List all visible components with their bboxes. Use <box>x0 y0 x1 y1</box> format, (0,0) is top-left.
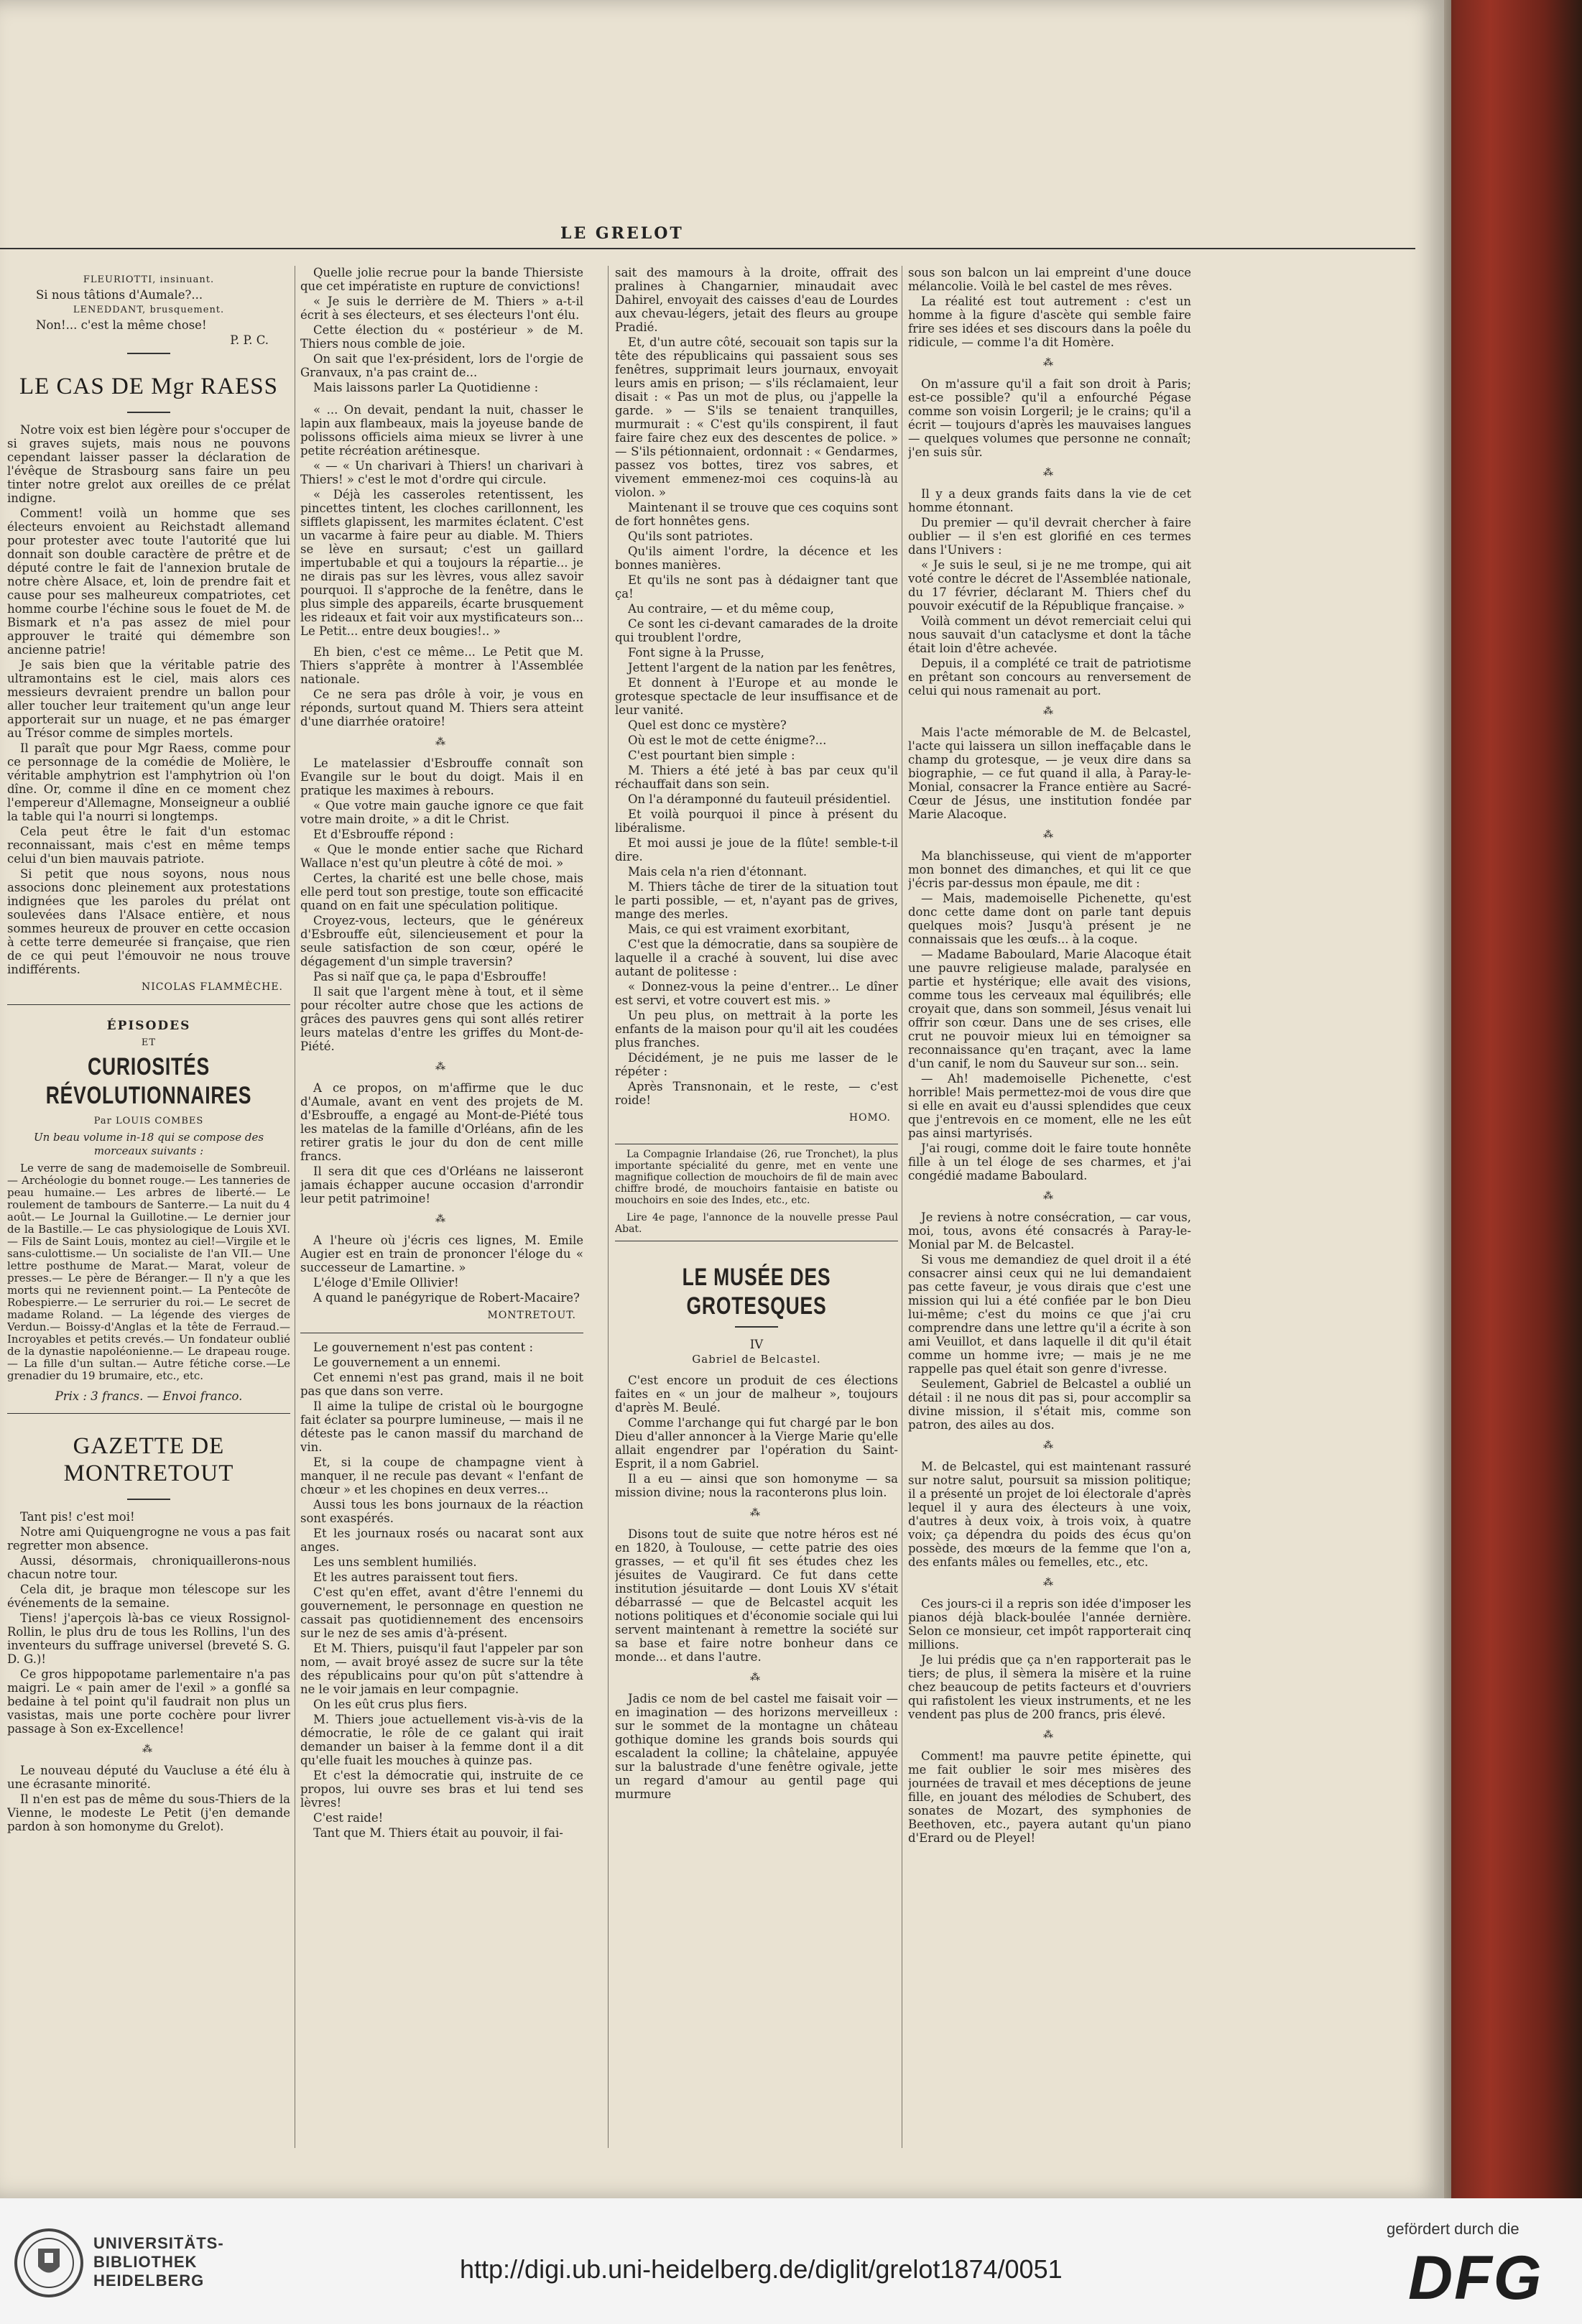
paragraph: Il aime la tulipe de cristal où le bourgogne fait éclater sa pourpre lumineuse, — mais il ne déteste pas le canon massif du marchand de vin. <box>300 1399 583 1454</box>
paragraph: A quand le panégyrique de Robert-Macaire? <box>313 1291 580 1305</box>
paragraph: Je sais bien que la véritable patrie des ultramontains est le ciel, mais alors ces messieurs devraient prendre un ballon pour aller toucher leur traitement qu'un ange leur apporterait sur un nuage, et ne pas émarger au Trésor comme de simples mortels. <box>7 658 290 740</box>
paragraph: Décidément, je ne puis me lasser de le répéter : <box>615 1051 898 1078</box>
paragraph: Maintenant il se trouve que ces coquins sont de fort honnêtes gens. <box>615 501 898 528</box>
digitized-page-link[interactable]: http://digi.ub.uni-heidelberg.de/diglit/grelot1874/0051 <box>460 2254 1063 2284</box>
section-kicker: ÉPISODES <box>106 1019 191 1033</box>
paragraph: Comment! voilà un homme que ses électeurs envoient au Reichstadt allemand pour protester avec toute l'autorité que lui donnait son double caractère de prêtre et de député contre le fait de l'annexion brutale de notre chère Alsace, et, loin de prendre fait et cause pour ses malheureux compatriotes, cet homme courbe l'échine sous le fouet de M. de Bismark et n'a pas assez de miel pour approuver le traité qui démembre son ancienne patrie! <box>7 506 290 657</box>
dialogue-line: Non!... c'est la même chose! <box>36 318 207 332</box>
paragraph: Eh bien, c'est ce même... Le Petit que M. Thiers s'apprête à montrer à l'Assemblée nationale. <box>300 645 583 686</box>
paragraph: Mais, ce qui est vraiment exorbitant, <box>628 922 850 936</box>
paragraph: Le matelassier d'Esbrouffe connaît son Evangile sur le bout du doigt. Mais il en pratique les maximes à rebours. <box>300 756 583 797</box>
section-title: LE MUSÉE DES GROTESQUES <box>682 1264 831 1320</box>
paragraph: Comme l'archange qui fut chargé par le bon Dieu d'aller annoncer à la Vierge Marie qu'elle allait engendrer par l'opération du Saint-Esprit, il a nom Gabriel. <box>615 1416 898 1471</box>
paragraph: Je reviens à notre consécration, — car vous, moi, tous, avons été consacrés à Paray-le-Monial par M. de Belcastel. <box>908 1210 1191 1251</box>
paragraph: Qu'ils sont patriotes. <box>628 529 754 543</box>
paragraph: A l'heure où j'écris ces lignes, M. Emile Augier est en train de prononcer l'éloge du « successeur de Lamartine. » <box>300 1233 583 1274</box>
paragraph: On m'assure qu'il a fait son droit à Paris; est-ce possible? qu'il a enfourché Pégase comme son voisin Lorgeril; je le crains; qu'il a écrit — toujours d'après les mauvaises langues — quelques volumes que personne ne connaît; j'en suis sûr. <box>908 377 1191 459</box>
paragraph: Ce sont les ci-devant camarades de la droite qui troublent l'ordre, <box>615 617 898 644</box>
library-name-line: UNIVERSITÄTS- <box>93 2234 224 2252</box>
paragraph: Je lui prédis que ça n'en rapporterait pas le tiers; de plus, il sèmera la misère et la ruine chez beaucoup de petits facteurs et d'ouvriers qui rafistolent les vieux instruments, et ne les vendent pas plus de 200 francs, pris élevé. <box>908 1653 1191 1721</box>
paragraph: Mais l'acte mémorable de M. de Belcastel, l'acte qui laissera un sillon ineffaçable dans le champ du grotesque, — je veux dire dans sa biographie, — ce fut quand il alla, à Paray-le-Monial, consacrer la France entière au Sacré-Cœur de Jésus, une institution fondée par Marie Alacoque. <box>908 726 1191 821</box>
ad-text: La Compagnie Irlandaise (26, rue Tronchet), la plus importante spécialité du genre, met en vente une magnifique collection de mouchoirs de fil de main avec chiffre brodé, de mouchoirs fantaisie en batiste ou mouchoirs en soie des Indes, etc., etc. <box>615 1149 898 1206</box>
paragraph: Et les journaux rosés ou nacarat sont aux anges. <box>300 1527 583 1554</box>
paragraph: Il y a deux grands faits dans la vie de cet homme étonnant. <box>908 487 1191 514</box>
paragraph: Ma blanchisseuse, qui vient de m'apporter mon bonnet des dimanches, et qui lit ce que j'écris par-dessus mon épaule, me dit : <box>908 849 1191 890</box>
section-kicker-et: ET <box>141 1037 157 1048</box>
paragraph: sait des mamours à la droite, offrait des pralines à Changarnier, minaudait avec Dahirel, envoyait des caisses d'eau de Lourdes aux chevau-légers, jetait des fleurs au groupe Pradié. <box>615 266 898 334</box>
paragraph: Il a eu — ainsi que son homonyme — sa mission divine; nous la raconterons plus loin. <box>615 1472 898 1499</box>
asterism: ⁂ <box>1043 467 1056 478</box>
paragraph: Et c'est la démocratie qui, instruite de ce propos, lui ouvre ses bras et lui tend ses lèvres! <box>300 1769 583 1810</box>
paragraph: Notre voix est bien légère pour s'occuper de si graves sujets, mais nous ne pouvons cependant laisser passer la déclaration de l'évêque de Strasbourg sans faire un peu tinter notre grelot aux oreilles de ce prélat indigne. <box>7 423 290 505</box>
paragraph: Tiens! j'aperçois là-bas ce vieux Rossignol-Rollin, le plus dru de tous les Rollins, l'un des inventeurs du suffrage universel (breveté S. G. D. G.)! <box>7 1611 290 1666</box>
article-subject: Gabriel de Belcastel. <box>692 1353 821 1366</box>
paragraph: Et qu'ils ne sont pas à dédaigner tant que ça! <box>615 573 898 601</box>
digitization-footer <box>0 2198 1582 2324</box>
paragraph: Ce ne sera pas drôle à voir, je vous en réponds, surtout quand M. Thiers sera atteint d'une diarrhée oratoire! <box>300 688 583 728</box>
asterism: ⁂ <box>1043 357 1056 369</box>
paragraph: Et donnent à l'Europe et au monde le grotesque spectacle de leur insuffisance et de leur vanité. <box>615 676 898 717</box>
paragraph: « Déjà les casseroles retentissent, les pincettes tintent, les cloches carillonnent, les sifflets glapissent, les marmites éclatent. C'est un vacarme à faire peur au diable. M. Thiers se lève en sursaut; c'est un gaillard impertubable et qui a toujours la répartie... je ne dirais pas sur les lèvres, vous allez savoir pourquoi. Il s'approche de la fenêtre, dans le plus simple des appareils, écarte brusquement les rideaux et fait voir aux mystificateurs son... Le Petit... entre deux bougies!.. » <box>300 488 583 638</box>
paragraph: Tant que M. Thiers était au pouvoir, il fai- <box>313 1826 563 1840</box>
paragraph: « — « Un charivari à Thiers! un charivari à Thiers! » c'est le mot d'ordre qui circule. <box>300 459 583 486</box>
paragraph: Le verre de sang de mademoiselle de Sombreuil.— Archéologie du bonnet rouge.— Les tanneries de peau humaine.— Les arbres de liberté.— Le roulement de tambours de Santerre.— La nuit du 4 août.— Le Journal la Guillotine.— Le dernier jour de la Bastille.— Le cas physiologique de Louis XVI.— Fils de Saint Louis, montez au ciel!—Virgile et le sans-culottisme.— Un socialiste de l'an VII.— Une lettre posthume de Marat.— Marat, voleur de presses.— Le père de Béranger.— Il n'y a que les morts qui ne reviennent point.— La Pentecôte de Robespierre.— Le serrurier du roi.— Le secret de madame Roland. — La légende des vierges de Verdun.— Boissy-d'Anglas et la tête de Ferraud.— Incroyables et petits crevés.— Un fondateur oublié de la dynastie napoléonienne.— Le drapeau rouge.— La fille d'un sultan.— Autre fétiche corse.—Le grenadier du 19 brumaire, etc., etc. <box>7 1162 290 1382</box>
paragraph: Comment! ma pauvre petite épinette, qui me fait oublier le soir mes misères des journées de travail et mes déceptions de jeune fille, en jouant des mélodies de Schubert, des sonates de Mozart, des symphonies de Beethoven, etc., payera autant qu'un piano d'Erard ou de Pleyel! <box>908 1749 1191 1845</box>
paragraph: Et, si la coupe de champagne vient à manquer, il ne recule pas devant « l'enfant de chœur » et les chopines en deux verres... <box>300 1455 583 1496</box>
paragraph: Certes, la charité est une belle chose, mais elle perd tout son prestige, toute son efficacité quand on en fait une spéculation politique. <box>300 871 583 912</box>
article-title: LE CAS DE Mgr RAESS <box>19 374 279 399</box>
paragraph: M. Thiers joue actuellement vis-à-vis de la démocratie, le rôle de ce galant qui irait demander un baiser à la femme dont il a dit qu'elle fuait les mouches à quinze pas. <box>300 1713 583 1767</box>
paragraph: Du premier — qu'il devrait chercher à faire oublier — il s'en est glorifié en ces termes dans l'Univers : <box>908 516 1191 557</box>
signature: P. P. C. <box>230 333 269 347</box>
masthead: LE GRELOT <box>560 224 684 243</box>
library-name-line: BIBLIOTHEK <box>93 2253 198 2271</box>
paragraph: C'est pourtant bien simple : <box>628 749 795 762</box>
paragraph: « ... On devait, pendant la nuit, chasser le lapin aux flambeaux, mais la joyeuse bande de polissons officiels aima mieux se livrer à une petite récréation arétinesque. <box>300 403 583 458</box>
paragraph: Le gouvernement a un ennemi. <box>313 1356 501 1369</box>
paragraph: Font signe à la Prusse, <box>628 646 764 659</box>
subtitle: Un beau volume in-18 qui se compose des morceaux suivants : <box>33 1131 264 1157</box>
library-name-line: HEIDELBERG <box>93 2272 205 2290</box>
university-seal-icon <box>13 2227 85 2299</box>
paragraph: Où est le mot de cette énigme?... <box>628 733 827 747</box>
paragraph: Pas si naïf que ça, le papa d'Esbrouffe! <box>313 970 547 983</box>
paragraph: Mais laissons parler La Quotidienne : <box>313 381 539 394</box>
paragraph: Quel est donc ce mystère? <box>628 718 787 732</box>
divider <box>7 1004 290 1005</box>
header-rule <box>0 248 1415 249</box>
divider <box>7 1413 290 1414</box>
paragraph: Tant pis! c'est moi! <box>20 1510 135 1524</box>
paragraph: Après Transnonain, et le reste, — c'est roide! <box>615 1080 898 1107</box>
paragraph: Aussi tous les bons journaux de la réaction sont exaspérés. <box>300 1498 583 1525</box>
dfg-logo: DFG <box>1408 2244 1543 2313</box>
asterism: ⁂ <box>1043 705 1056 717</box>
paragraph: Quelle jolie recrue pour la bande Thiersiste que cet impératiste en rupture de convictions! <box>300 266 583 293</box>
paragraph: — Mais, mademoiselle Pichenette, qu'est donc cette dame dont on parle tant depuis quelques mois? Jusqu'à présent je ne connaissais que les œufs... à la coque. <box>908 892 1191 946</box>
paragraph: Aussi, désormais, chroniquaillerons-nous chacun notre tour. <box>7 1554 290 1581</box>
asterism: ⁂ <box>1043 1440 1056 1451</box>
paragraph: Notre ami Quiquengrogne ne vous a pas fait regretter mon absence. <box>7 1525 290 1552</box>
paragraph: Mais cela n'a rien d'étonnant. <box>628 865 808 879</box>
paragraph: « Que le monde entier sache que Richard Wallace n'est qu'un pleutre à côté de moi. » <box>300 843 583 870</box>
dialogue-line: FLEURIOTTI, insinuant. <box>83 274 215 285</box>
paragraph: Ce gros hippopotame parlementaire n'a pas maigri. Le « pain amer de l'exil » a gonflé sa bedaine à tel point qu'il faudrait non plus un vasistas, mais une porte cochère pour livrer passage à Son ex-Excellence! <box>7 1667 290 1736</box>
book-binding-edge <box>1430 0 1582 2198</box>
paragraph: Le gouvernement n'est pas content : <box>313 1341 534 1354</box>
column-rule <box>608 266 609 2148</box>
paragraph: Jettent l'argent de la nation par les fenêtres, <box>628 661 896 675</box>
article-number: IV <box>749 1338 764 1351</box>
paragraph: « Que votre main gauche ignore ce que fait votre main droite, » a dit le Christ. <box>300 799 583 826</box>
asterism: ⁂ <box>142 1744 155 1755</box>
signature: HOMO. <box>848 1112 891 1124</box>
paragraph: « Donnez-vous la peine d'entrer... Le dîner est servi, et votre couvert est mis. » <box>615 980 898 1007</box>
paragraph: Qu'ils aiment l'ordre, la décence et les bonnes manières. <box>615 545 898 572</box>
paragraph: On l'a déramponné du fauteuil présidentiel. <box>628 792 891 806</box>
paragraph: On les eût crus plus fiers. <box>313 1698 468 1711</box>
paragraph: Au contraire, — et du même coup, <box>628 602 834 616</box>
paragraph: Ces jours-ci il a repris son idée d'imposer les pianos déjà black-boulée l'année dernière. Selon ce monsieur, cet impôt rapporterait cinq millions. <box>908 1597 1191 1652</box>
asterism: ⁂ <box>435 1061 448 1073</box>
paragraph: J'ai rougi, comme doit le faire toute honnête fille à un tel éloge de ses charmes, et j'ai congédié madame Baboulard. <box>908 1142 1191 1182</box>
paragraph: C'est qu'en effet, avant d'être l'ennemi du gouvernement, le personnage en question ne cassait pas quotidiennement des encensoirs sur le nez de ses amis d'à-présent. <box>300 1585 583 1640</box>
paragraph: Il sait que l'argent mène à tout, et il sème pour récolter autre chose que les actions de grâces des pauvres gens qui sont allés retirer leurs matelas d'entre les griffes du Mont-de-Piété. <box>300 985 583 1053</box>
divider <box>127 412 170 413</box>
asterism: ⁂ <box>1043 1190 1056 1202</box>
dialogue-line: LENEDDANT, brusquement. <box>73 305 225 315</box>
paragraph: Seulement, Gabriel de Belcastel a oublié un détail : il ne nous dit pas si, pour accomplir sa divine mission, il s'était mis, comme son patron, des ailes au dos. <box>908 1377 1191 1432</box>
paragraph: Un peu plus, on mettrait à la porte les enfants de la maison pour qu'il ait les coudées plus franches. <box>615 1009 898 1050</box>
divider <box>735 1326 778 1328</box>
column-4 <box>908 266 1191 2162</box>
funding-label: gefördert durch die <box>1387 2220 1519 2238</box>
price-line: Prix : 3 francs. — Envoi franco. <box>55 1389 243 1403</box>
paragraph: Il paraît que pour Mgr Raess, comme pour ce personnage de la comédie de Molière, le véritable amphytrion est l'amphytrion où l'on dîne. Or, comme il dîne en ce moment chez l'empereur d'Allemagne, Monseigneur a oublié la table qui l'a nourri si longtemps. <box>7 741 290 823</box>
paragraph: — Ah! mademoiselle Pichenette, c'est horrible! Mais permettez-moi de vous dire que si elle en avait eu d'aussi splendides que ceux que j'entrevois en ce moment, elle ne les eût pas ainsi martyrisés. <box>908 1072 1191 1140</box>
divider <box>127 1499 170 1500</box>
paragraph: Cette élection du « postérieur » de M. Thiers nous comble de joie. <box>300 323 583 351</box>
signature: NICOLAS FLAMMÈCHE. <box>141 981 283 993</box>
paragraph: La réalité est tout autrement : c'est un homme à la figure d'ascète qui semble faire frire ses idées et ses discours dans la poêle du ridicule, — comme l'a dit Homère. <box>908 295 1191 349</box>
column-1 <box>7 266 290 2162</box>
paragraph: Voilà comment un dévot remerciait celui qui nous sauvait d'un cataclysme et dont la tâche était loin d'être achevée. <box>908 614 1191 655</box>
paragraph: sous son balcon un lai empreint d'une douce mélancolie. Voilà le bel castel de mes rêves. <box>908 266 1191 293</box>
paragraph: Et moi aussi je joue de la flûte! semble-t-il dire. <box>615 836 898 864</box>
asterism: ⁂ <box>435 736 448 748</box>
column-3 <box>615 266 898 2162</box>
asterism: ⁂ <box>1043 829 1056 841</box>
paragraph: C'est encore un produit de ces élections faites en « un jour de malheur », toujours d'après M. Beulé. <box>615 1374 898 1415</box>
paragraph: Si vous me demandiez de quel droit il a été consacrer ainsi ceux qui ne lui demandaient pas cette faveur, je vous dirais que c'est une mission qui lui a été confiée par le bon Dieu lui-même; c'est du moins ce que j'ai cru comprendre dans une lettre qu'il a écrite à son ami Veuillot, et dans laquelle il dit qu'il était comme un homme ivre; — mais je ne me rappelle pas quel était son genre d'ivresse. <box>908 1253 1191 1376</box>
paragraph: Et les autres paraissent tout fiers. <box>313 1570 519 1584</box>
asterism: ⁂ <box>750 1507 763 1519</box>
paragraph: Cela peut être le fait d'un estomac reconnaissant, mais c'est en même temps celui d'un bien mauvais patriote. <box>7 825 290 866</box>
ad-text: Lire 4e page, l'annonce de la nouvelle presse Paul Abat. <box>615 1212 898 1235</box>
paragraph: C'est raide! <box>313 1811 384 1825</box>
paragraph: M. Thiers a été jeté à bas par ceux qu'il réchauffait dans son sein. <box>615 764 898 791</box>
paragraph: Les uns semblent humiliés. <box>313 1555 477 1569</box>
dialogue-line: Si nous tâtions d'Aumale?... <box>36 288 203 302</box>
article-title: GAZETTE DE MONTRETOUT <box>63 1433 234 1486</box>
author-byline: Par LOUIS COMBES <box>93 1116 204 1126</box>
paragraph: A ce propos, on m'affirme que le duc d'Aumale, avant en vent des projets de M. d'Esbrouffe, a engagé au Mont-de-Piété tous les matelas de la famille d'Orléans, afin de les retirer gratis le jour du don de cent mille francs. <box>300 1081 583 1163</box>
paragraph: Disons tout de suite que notre héros est né en 1820, à Toulouse, — cette patrie des oies grasses, — et qu'il fit ses études chez les jésuites de Vaugirard. Ce fut dans cette institution jésuitarde — dont Louis XV s'était débarrassé — que de Belcastel acquit les notions politiques et d'économie sociale qui lui servent maintenant à remettre la société sur sa base et faire notre bonheur dans ce monde... et dans l'autre. <box>615 1527 898 1664</box>
asterism: ⁂ <box>1043 1729 1056 1741</box>
paragraph: Le nouveau député du Vaucluse a été élu à une écrasante minorité. <box>7 1764 290 1791</box>
paragraph: Et voilà pourquoi il pince à présent du libéralisme. <box>615 807 898 835</box>
column-2 <box>300 266 583 2162</box>
paragraph: Il sera dit que ces d'Orléans ne laisseront jamais échapper aucune occasion d'arrondir leur petit patrimoine! <box>300 1165 583 1205</box>
paragraph: Si petit que nous soyons, nous nous associons donc pleinement aux protestations indignées que les paroles du prélat ont soulevées dans l'Alsace entière, et nous sommes heureux de prouver en cette occasion à cette terre demeurée si française, que rien de ce qui peut l'émouvoir ne nous trouve indifférents. <box>7 867 290 976</box>
paragraph: Jadis ce nom de bel castel me faisait voir — en imagination — des horizons merveilleux : sur le sommet de la montagne un château gothique domine les grands bois sourds qui escaladent la colline; la châtelaine, appuyée sur la balustrade d'une fenêtre ogivale, jette un regard d'amour au gentil page qui murmure <box>615 1692 898 1801</box>
paragraph: M. Thiers tâche de tirer de la situation tout le parti possible, — et, n'ayant pas de grives, mange des merles. <box>615 880 898 921</box>
paragraph: Depuis, il a complété ce trait de patriotisme en prêtant son concours au renversement de celui qui nous ramenait au port. <box>908 657 1191 698</box>
paragraph: L'éloge d'Emile Ollivier! <box>313 1276 459 1290</box>
paragraph: Cela dit, je braque mon télescope sur les événements de la semaine. <box>7 1583 290 1610</box>
paragraph: « Je suis le derrière de M. Thiers » a-t-il écrit à ses électeurs, et ses électeurs l'ont élu. <box>300 295 583 322</box>
paragraph: — Madame Baboulard, Marie Alacoque était une pauvre religieuse malade, paralysée en partie et hystérique; elle avait des visions, comme tous les cerveaux mal équilibrés; elle croyait que, dans son sommeil, Jésus venait lui offrir son cœur. Dans une de ses crises, elle crut ne pouvoir mieux lui en témoigner sa reconnaissance qu'en traçant, avec la lame d'un canif, le nom du Sauveur sur son... sein. <box>908 948 1191 1070</box>
asterism: ⁂ <box>750 1672 763 1683</box>
paragraph: Il n'en est pas de même du sous-Thiers de la Vienne, le modeste Le Petit (j'en demande pardon à son homonyme du Grelot). <box>7 1792 290 1833</box>
paragraph: M. de Belcastel, qui est maintenant rassuré sur notre salut, poursuit sa mission politique; il a présenté un projet de loi électorale d'après lequel il y aura des électeurs à une voix, d'autres à deux voix, à trois voix, à quatre voix; ça dépendra du poids des écus qu'on possède, des mœurs de la femme que l'on a, des enfants mâles ou femelles, etc., etc. <box>908 1460 1191 1569</box>
divider <box>127 353 170 354</box>
paragraph: Et d'Esbrouffe répond : <box>313 828 454 841</box>
paragraph: Croyez-vous, lecteurs, que le généreux d'Esbrouffe eût, silencieusement et pour la seule satisfaction de son cœur, opéré le dégagement d'un simple traversin? <box>300 914 583 968</box>
paragraph: Et M. Thiers, puisqu'il faut l'appeler par son nom, — avait broyé assez de sucre sur la tête des républicains pour qu'on pût s'attendre à ne le voir jamais en leur compagnie. <box>300 1642 583 1696</box>
paragraph: On sait que l'ex-président, lors de l'orgie de Granvaux, n'a pas craint de... <box>300 352 583 379</box>
paragraph: Cet ennemi n'est pas grand, mais il ne boit pas que dans son verre. <box>300 1371 583 1398</box>
paragraph: Et, d'un autre côté, secouait son tapis sur la tête des républicains qui passaient sous ses fenêtres, supprimait leurs journaux, envoyait leurs amis en prison; — s'ils réclamaient, leur disait : « Pas un mot de plus, ou j'appelle la garde. » — S'ils se tenaient tranquilles, murmurait : « C'est qu'ils conspirent, il faut faire faire chez eux des descentes de police. » — S'ils pétionnaient, ordonnait : « Gendarmes, passez vos bottes, tirez vos sabres, et vivement emmenez-moi ces coquins-là au violon. » <box>615 335 898 499</box>
asterism: ⁂ <box>435 1213 448 1225</box>
paragraph: C'est que la démocratie, dans sa soupière de laquelle il a craché à souvent, lui dise avec autant de politesse : <box>615 938 898 978</box>
paragraph: « Je suis le seul, si je ne me trompe, qui ait voté contre le décret de l'Assemblée nationale, du 17 février, déclarant M. Thiers chef du pouvoir exécutif de la République française. » <box>908 558 1191 613</box>
asterism: ⁂ <box>1043 1577 1056 1588</box>
advertisement-box <box>615 1144 898 1241</box>
library-name <box>93 2234 224 2290</box>
section-title: CURIOSITÉS RÉVOLUTIONNAIRES <box>45 1053 252 1109</box>
signature: MONTRETOUT. <box>487 1310 576 1321</box>
